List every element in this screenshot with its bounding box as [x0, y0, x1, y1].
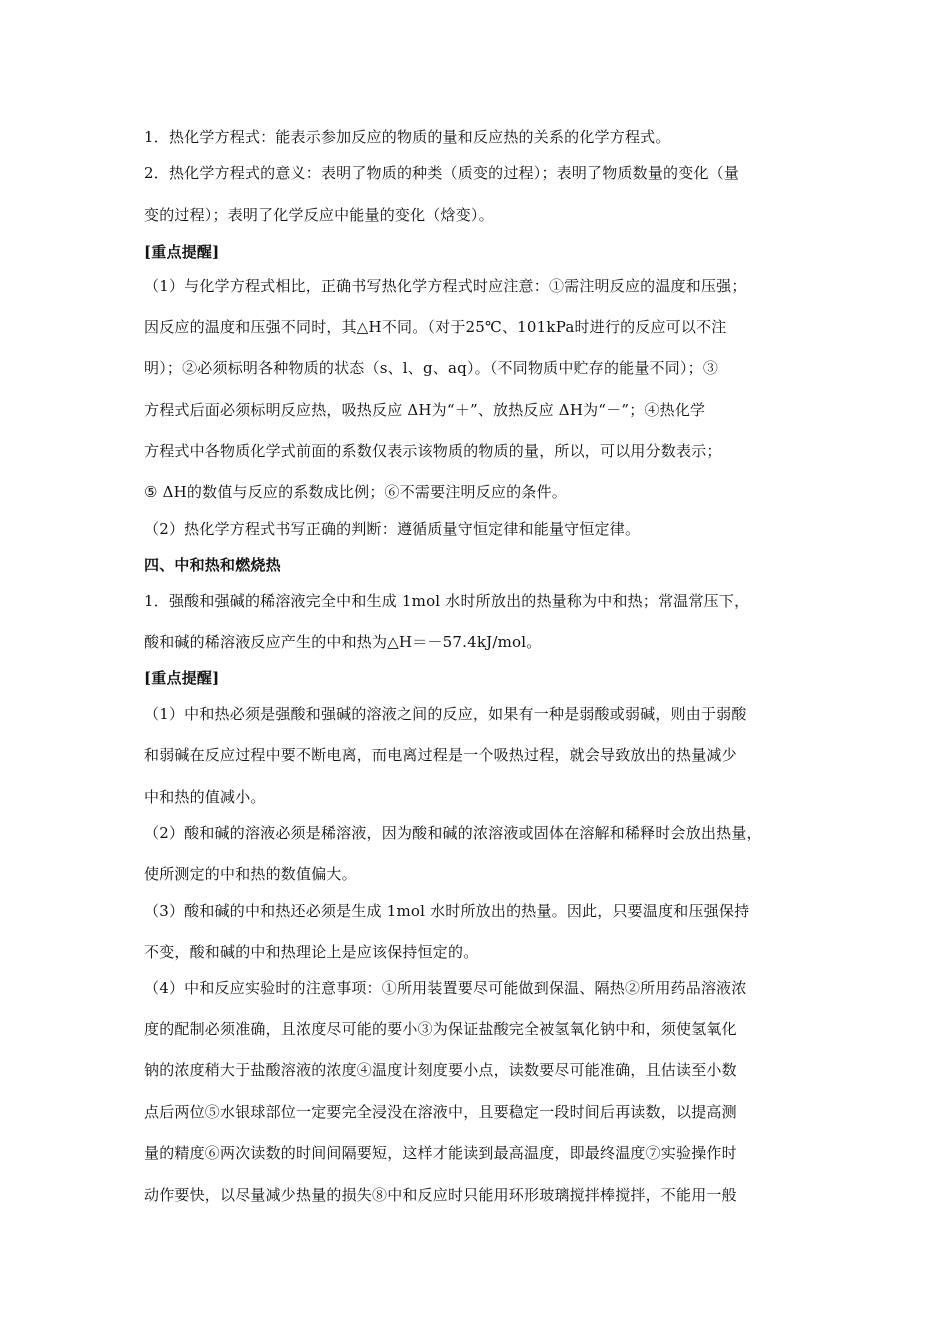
text-line: 使所测定的中和热的数值偏大。 [144, 865, 357, 883]
section-heading: [重点提醒] [144, 669, 220, 687]
text-line: 1．热化学方程式：能表示参加反应的物质的量和反应热的关系的化学方程式。 [144, 128, 671, 146]
text-line: 和弱碱在反应过程中要不断电离，而电离过程是一个吸热过程，就会导致放出的热量减少 [144, 746, 737, 764]
text-line: 点后两位⑤水银球部位一定要完全浸没在溶液中，且要稳定一段时间后再读数，以提高测 [144, 1103, 737, 1121]
text-line: 度的配制必须准确，且浓度尽可能的要小③为保证盐酸完全被氢氧化钠中和，须使氢氧化 [144, 1020, 737, 1038]
text-line: 中和热的值减小。 [144, 788, 266, 806]
text-line: 变的过程）；表明了化学反应中能量的变化（焓变）。 [144, 206, 494, 224]
text-line: 酸和碱的稀溶液反应产生的中和热为△H＝－57.4kJ/mol。 [144, 633, 542, 651]
text-line: 不变，酸和碱的中和热理论上是应该保持恒定的。 [144, 943, 479, 961]
text-line: 因反应的温度和压强不同时，其△H不同。（对于25℃、101kPa时进行的反应可以不注 [144, 318, 727, 336]
text-line: 方程式后面必须标明反应热，吸热反应 ΔH为“＋”、放热反应 ΔH为“－”；④热化学 [144, 401, 706, 419]
text-line: 方程式中各物质化学式前面的系数仅表示该物质的物质的量，所以，可以用分数表示； [144, 442, 722, 460]
text-line: 动作要快，以尽量减少热量的损失⑧中和反应时只能用环形玻璃搅拌棒搅拌，不能用一般 [144, 1186, 737, 1204]
section-heading: 四、中和热和燃烧热 [144, 556, 281, 574]
text-line: （2）热化学方程式书写正确的判断：遵循质量守恒定律和能量守恒定律。 [144, 520, 641, 538]
text-line: （1）中和热必须是强酸和强碱的溶液之间的反应，如果有一种是弱酸或弱碱，则由于弱酸 [144, 705, 747, 723]
text-line: （1）与化学方程式相比，正确书写热化学方程式时应注意：①需注明反应的温度和压强； [144, 277, 747, 295]
section-heading: [重点提醒] [144, 243, 220, 261]
text-line: 2．热化学方程式的意义：表明了物质的种类（质变的过程）；表明了物质数量的变化（量 [144, 164, 740, 182]
text-line: 1．强酸和强碱的稀溶液完全中和生成 1mol 水时所放出的热量称为中和热；常温常压下， [144, 592, 750, 610]
text-line: 量的精度⑥两次读数的时间间隔要短，这样才能读到最高温度，即最终温度⑦实验操作时 [144, 1144, 737, 1162]
text-line: （3）酸和碱的中和热还必须是生成 1mol 水时所放出的热量。因此，只要温度和压强保持 [144, 902, 750, 920]
text-line: （2）酸和碱的溶液必须是稀溶液，因为酸和碱的浓溶液或固体在溶解和稀释时会放出热量， [144, 824, 762, 842]
text-line: ⑤ ΔH的数值与反应的系数成比例；⑥不需要注明反应的条件。 [144, 483, 567, 501]
text-line: （4）中和反应实验时的注意事项：①所用装置要尽可能做到保温、隔热②所用药品溶液浓 [144, 979, 747, 997]
text-line: 明）；②必须标明各种物质的状态（s、l、g、aq）。（不同物质中贮存的能量不同）；③ [144, 359, 719, 377]
text-line: 钠的浓度稍大于盐酸溶液的浓度④温度计刻度要小点，读数要尽可能准确，且估读至小数 [144, 1061, 737, 1079]
